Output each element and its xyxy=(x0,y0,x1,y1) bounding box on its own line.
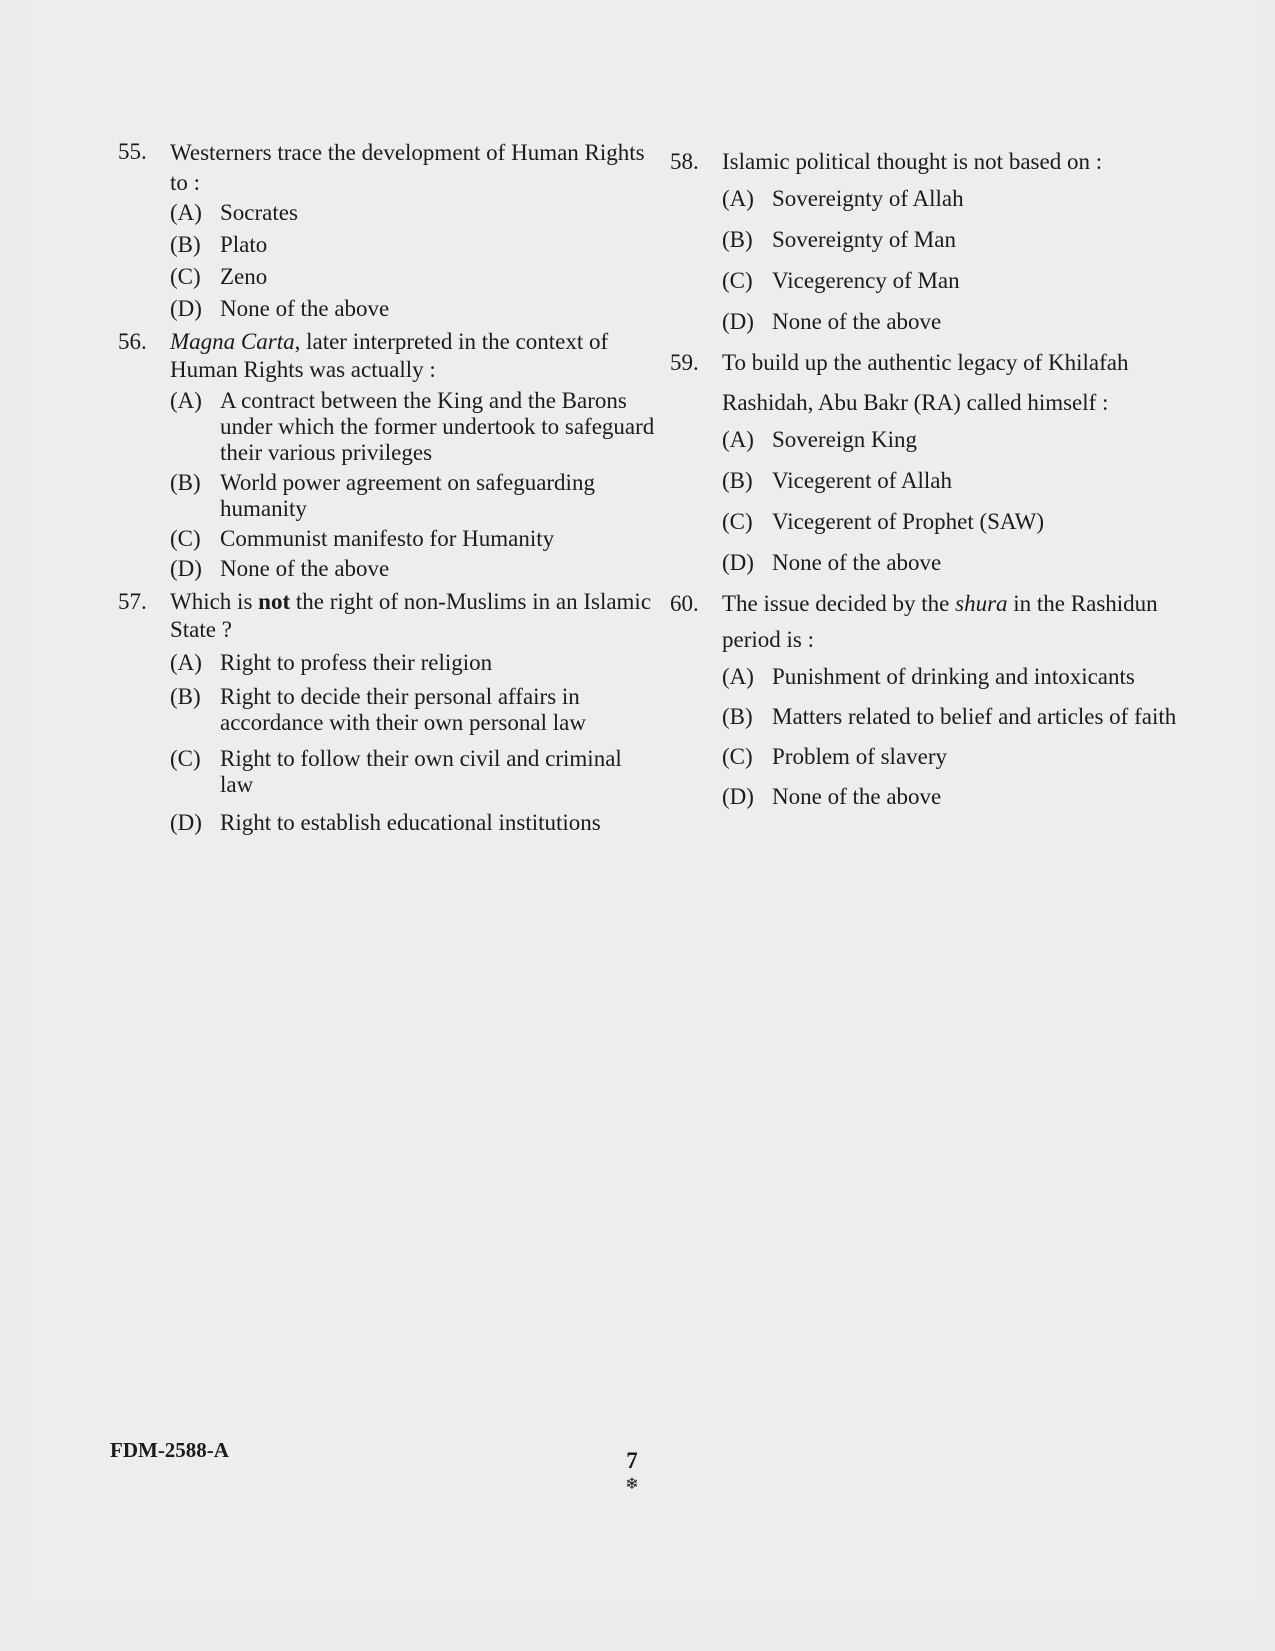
question-text xyxy=(722,586,1215,658)
right-column xyxy=(670,148,1215,810)
option-label: (D) xyxy=(722,550,754,575)
question-number: 60. xyxy=(670,591,699,616)
question-text-italic: shura xyxy=(955,591,1008,616)
option-text: Plato xyxy=(220,232,268,257)
option-label: (D) xyxy=(170,296,202,321)
question-text-rest: , later interpreted in the context of Human Rights was actually : xyxy=(170,329,609,382)
option xyxy=(722,704,1215,730)
option xyxy=(722,268,1215,294)
option xyxy=(170,650,660,676)
question-number: 58. xyxy=(670,149,699,174)
option-text: Right to decide their personal affairs in accordance with their own personal law xyxy=(220,684,586,735)
question-text: Westerners trace the development of Human Rights to : xyxy=(170,140,645,195)
option-text: Right to follow their own civil and criminal law xyxy=(220,746,622,797)
option-text: None of the above xyxy=(220,556,390,581)
option-text: Problem of slavery xyxy=(772,744,948,769)
option-label: (C) xyxy=(722,744,753,769)
option-label: (A) xyxy=(170,388,202,413)
question-55 xyxy=(118,138,660,322)
page-number: 7 xyxy=(626,1448,638,1473)
option xyxy=(170,388,660,466)
option xyxy=(170,526,660,552)
option-text: Communist manifesto for Humanity xyxy=(220,526,555,551)
left-column xyxy=(118,138,660,836)
question-number: 56. xyxy=(118,329,147,354)
option-text: Sovereignty of Allah xyxy=(772,186,964,211)
option-label: (A) xyxy=(170,200,202,225)
option xyxy=(170,746,660,798)
option-text: Right to profess their religion xyxy=(220,650,493,675)
option-label: (B) xyxy=(170,232,201,257)
option-text: Vicegerency of Man xyxy=(772,268,960,293)
option-text: Socrates xyxy=(220,200,298,225)
option-label: (A) xyxy=(722,664,754,689)
question-text-bold: not xyxy=(258,589,291,614)
option-text: Zeno xyxy=(220,264,268,289)
option-label: (C) xyxy=(722,268,753,293)
question-text-prefix: The issue decided by the xyxy=(722,591,956,616)
option-text: Vicegerent of Prophet (SAW) xyxy=(772,509,1045,534)
question-number: 57. xyxy=(118,589,147,614)
option-text: Right to establish educational institutions xyxy=(220,810,601,835)
option-label: (B) xyxy=(722,704,753,729)
option-label: (C) xyxy=(170,264,201,289)
option-text: Matters related to belief and articles of faith xyxy=(772,704,1177,729)
question-number: 55. xyxy=(118,139,147,164)
question-number: 59. xyxy=(670,350,699,375)
option-text: Punishment of drinking and intoxicants xyxy=(772,664,1135,689)
option-label: (D) xyxy=(722,309,754,334)
question-text xyxy=(170,328,660,384)
option xyxy=(170,232,660,258)
option xyxy=(722,784,1215,810)
exam-code: FDM-2588-A xyxy=(110,1438,229,1462)
option-label: (D) xyxy=(170,556,202,581)
option xyxy=(722,427,1215,453)
option xyxy=(722,744,1215,770)
option xyxy=(170,264,660,290)
question-text-prefix: Which is xyxy=(170,589,259,614)
option xyxy=(170,200,660,226)
option xyxy=(722,664,1215,690)
option xyxy=(722,186,1215,212)
question-text-italic: Magna Carta xyxy=(170,329,295,354)
option xyxy=(722,227,1215,253)
option-text: Vicegerent of Allah xyxy=(772,468,952,493)
option xyxy=(722,468,1215,494)
option-label: (B) xyxy=(722,468,753,493)
question-59 xyxy=(670,349,1215,576)
option-text: Sovereignty of Man xyxy=(772,227,956,252)
option-label: (B) xyxy=(722,227,753,252)
option xyxy=(722,550,1215,576)
question-text-rest: in the Rashidun period is : xyxy=(722,591,1158,652)
option-text: None of the above xyxy=(772,784,942,809)
option xyxy=(170,470,660,522)
option-text: Sovereign King xyxy=(772,427,918,452)
snowflake-icon: ❄ xyxy=(625,1476,639,1493)
question-56 xyxy=(118,328,660,582)
option xyxy=(722,509,1215,535)
question-text-rest: the right of non-Muslims in an Islamic State ? xyxy=(170,589,652,642)
question-60 xyxy=(670,590,1215,810)
option-text: A contract between the King and the Barons under which the former undertook to safeguard their various privileges xyxy=(220,388,655,465)
option xyxy=(170,684,660,736)
question-58 xyxy=(670,148,1215,335)
option xyxy=(722,309,1215,335)
option-text: World power agreement on safeguarding humanity xyxy=(220,470,595,521)
question-text: Islamic political thought is not based on : xyxy=(722,149,1103,174)
question-57 xyxy=(118,588,660,836)
question-text xyxy=(170,588,660,644)
option-text: None of the above xyxy=(220,296,390,321)
option xyxy=(170,296,660,322)
option xyxy=(170,810,660,836)
option-label: (D) xyxy=(170,810,202,835)
option-text: None of the above xyxy=(772,309,942,334)
option-text: None of the above xyxy=(772,550,942,575)
question-text: To build up the authentic legacy of Khilafah Rashidah, Abu Bakr (RA) called himself : xyxy=(722,350,1129,415)
option-label: (D) xyxy=(722,784,754,809)
option-label: (C) xyxy=(170,746,201,771)
option xyxy=(170,556,660,582)
option-label: (A) xyxy=(722,186,754,211)
option-label: (B) xyxy=(170,470,201,495)
option-label: (C) xyxy=(722,509,753,534)
option-label: (A) xyxy=(170,650,202,675)
option-label: (B) xyxy=(170,684,201,709)
option-label: (C) xyxy=(170,526,201,551)
option-label: (A) xyxy=(722,427,754,452)
